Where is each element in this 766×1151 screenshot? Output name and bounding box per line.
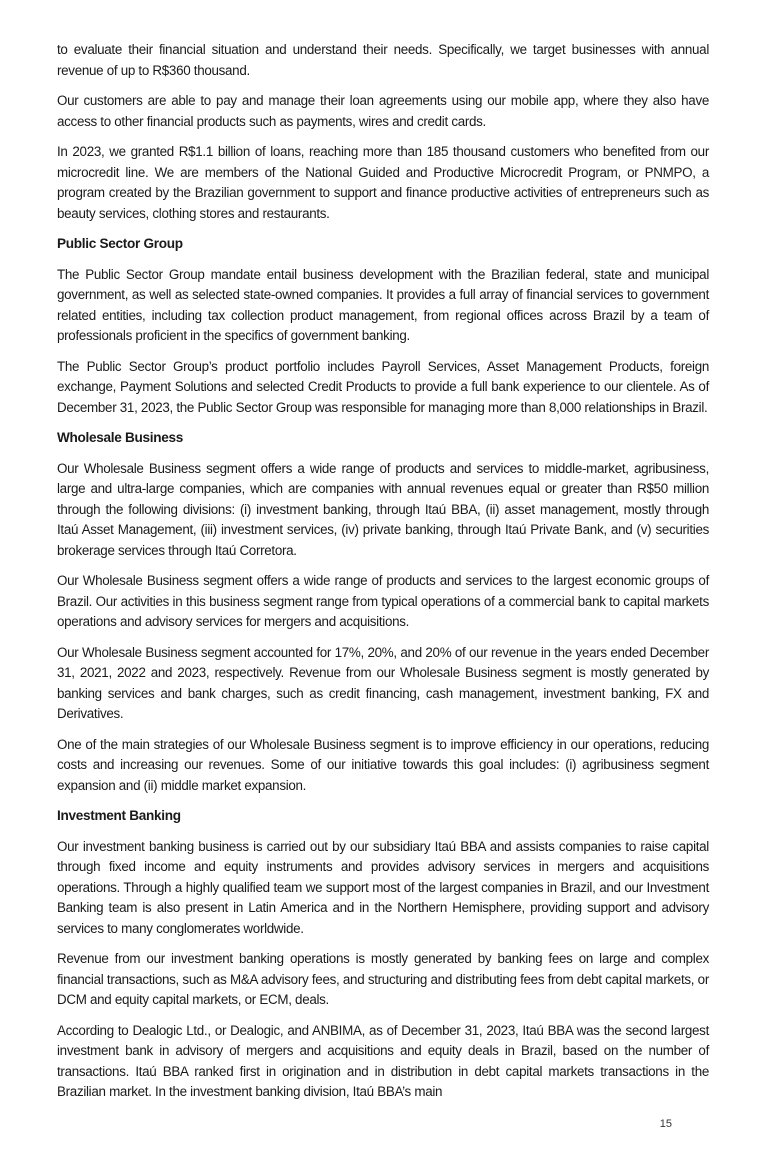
paragraph: to evaluate their financial situation and understand their needs. Specifically, we target businesses with annual revenue of up to R$360 thousand. [57, 42, 709, 78]
document-page [57, 0, 709, 1103]
paragraph: Revenue from our investment banking operations is mostly generated by banking fees on large and complex financial transactions, such as M&A advisory fees, and structuring and distributing fees from debt capital markets, or DCM and equity capital markets, or ECM, deals. [57, 951, 709, 1007]
paragraph: One of the main strategies of our Wholesale Business segment is to improve efficiency in our operations, reducing costs and increasing our revenues. Some of our initiative towards this goal includes: (i) agribusiness segment expansion and (ii) middle market expansion. [57, 736, 709, 793]
paragraph: Our Wholesale Business segment offers a wide range of products and services to middle-market, agribusiness, large and ultra-large companies, which are companies with annual revenues equal or greater than R$50 million through the following divisions: (i) investment banking, through Itaú BBA, (ii) asset management, mostly through Itaú Asset Management, (iii) investment services, (iv) private banking, through Itaú Private Bank, and (v) securities brokerage services through Itaú Corretora. [57, 460, 709, 558]
paragraph: Our customers are able to pay and manage their loan agreements using our mobile app, where they also have access to other financial products such as payments, wires and credit cards. [57, 93, 709, 129]
paragraph: Our investment banking business is carried out by our subsidiary Itaú BBA and assists companies to raise capital through fixed income and equity instruments and provides advisory services in mergers and acquisitions operations. Through a highly qualified team we support most of the largest companies in Brazil, and our Investment Banking team is also present in Latin America and in the Northern Hemisphere, providing support and advisory services to many conglomerates worldwide. [57, 838, 709, 936]
page-number-container [57, 1117, 709, 1131]
section-heading-public-sector: Public Sector Group [57, 236, 183, 251]
paragraph: According to Dealogic Ltd., or Dealogic, and ANBIMA, as of December 31, 2023, Itaú BBA was the second largest investment bank in advisory of mergers and acquisitions and equity deals in Brazil, based on the number of transactions. Itaú BBA ranked first in origination and in distribution in debt capital markets transactions in the Brazilian market. In the investment banking division, Itaú BBA’s main [57, 1022, 709, 1099]
page-number: 15 [659, 1117, 672, 1130]
paragraph: Our Wholesale Business segment accounted for 17%, 20%, and 20% of our revenue in the years ended December 31, 2021, 2022 and 2023, respectively. Revenue from our Wholesale Business segment is mostly generated by banking services and bank charges, such as credit financing, cash management, investment banking, FX and Derivatives. [57, 644, 709, 721]
paragraph: Our Wholesale Business segment offers a wide range of products and services to the largest economic groups of Brazil. Our activities in this business segment range from typical operations of a commercial bank to capital markets operations and advisory services for mergers and acquisitions. [57, 573, 709, 629]
section-heading-investment-banking: Investment Banking [57, 808, 181, 823]
section-heading-wholesale: Wholesale Business [57, 430, 184, 445]
paragraph: The Public Sector Group’s product portfolio includes Payroll Services, Asset Management Products, foreign exchange, Payment Solutions and selected Credit Products to provide a full bank experience to our clientele. As of December 31, 2023, the Public Sector Group was responsible for managing more than 8,000 relationships in Brazil. [57, 358, 709, 415]
paragraph: In 2023, we granted R$1.1 billion of loans, reaching more than 185 thousand customers who benefited from our microcredit line. We are members of the National Guided and Productive Microcredit Program, or PNMPO, a program created by the Brazilian government to support and finance productive activities of entrepreneurs such as beauty services, clothing stores and restaurants. [57, 144, 709, 221]
paragraph: The Public Sector Group mandate entail business development with the Brazilian federal, state and municipal government, as well as selected state-owned companies. It provides a full array of financial services to government related entities, including tax collection product management, from regional offices across Brazil by a team of professionals proficient in the specifics of government banking. [57, 266, 709, 343]
